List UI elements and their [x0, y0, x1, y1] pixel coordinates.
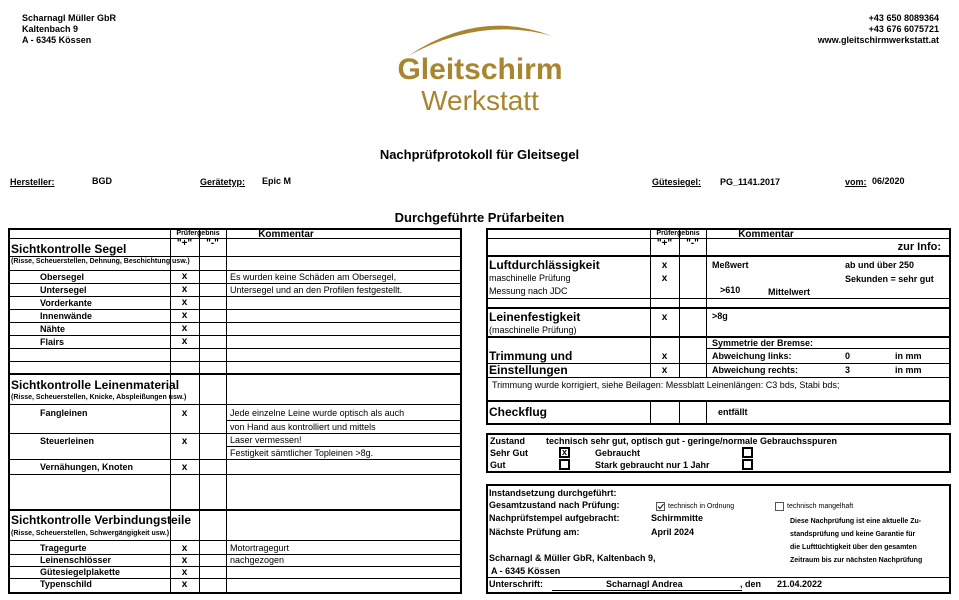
leinen-title: Sichtkontrolle Leinenmaterial — [11, 378, 180, 392]
right-header-plus: "+" — [656, 238, 673, 249]
segel-row-label: Nähte — [40, 324, 66, 334]
technisch-ok-checkbox[interactable] — [656, 502, 665, 511]
zustand-stark: Stark gebraucht nur 1 Jahr — [595, 460, 710, 470]
leinen-row-comment: von Hand aus kontrolliert und mittels — [230, 422, 376, 432]
trimmung-mark-1: x — [661, 351, 668, 362]
unterschrift-label: Unterschrift: — [489, 579, 544, 589]
luft-messwert: Meßwert — [712, 260, 749, 270]
document-title: Nachprüfprotokoll für Gleitsegel — [379, 147, 580, 162]
luft-sub-2: Messung nach JDC — [489, 286, 568, 296]
festigkeit-value: >8g — [712, 311, 728, 321]
verbindung-row-mark: x — [181, 567, 188, 578]
company-name: Scharnagl Müller GbR — [22, 13, 117, 23]
zustand-label: Zustand — [490, 436, 525, 446]
verbindung-title: Sichtkontrolle Verbindungsteile — [11, 513, 192, 527]
segel-row-comment: Es wurden keine Schäden am Obersegel, — [230, 272, 397, 282]
abweichung-links-label: Abweichung links: — [712, 351, 792, 361]
hersteller-value: BGD — [92, 176, 112, 186]
header-zur-info: zur Info: — [897, 241, 941, 253]
stempel-value: Schirmmitte — [651, 513, 704, 523]
segel-row-mark: x — [181, 310, 188, 321]
leinen-row-comment: Laser vermessen! — [230, 435, 302, 445]
naechste-pruefung-label: Nächste Prüfung am: — [489, 527, 580, 537]
zustand-sehr-gut: Sehr Gut — [490, 448, 529, 458]
header-plus: "+" — [176, 238, 193, 249]
sehr-gut-checkbox[interactable] — [559, 447, 570, 458]
signature-date: 21.04.2022 — [777, 579, 823, 589]
guetesiegel-value: PG_1141.2017 — [720, 177, 781, 187]
trimmung-symmetrie: Symmetrie der Bremse: — [712, 338, 814, 348]
segel-row-mark: x — [181, 336, 188, 347]
trimmung-title-2: Einstellungen — [489, 363, 568, 377]
leinen-row-label: Fangleinen — [40, 408, 88, 418]
disclaimer — [790, 515, 922, 567]
verbindung-row-label: Gütesiegelplakette — [40, 567, 121, 577]
segel-title: Sichtkontrolle Segel — [11, 242, 127, 256]
sehr-gut-mark: x — [562, 447, 568, 457]
zustand-gut: Gut — [490, 460, 506, 470]
phone-2: +43 676 6075721 — [868, 24, 939, 34]
segel-sub: (Risse, Scheuerstellen, Dehnung, Beschichtung usw.) — [11, 258, 190, 265]
leinen-row-comment: Jede einzelne Leine wurde optisch als auch — [230, 408, 405, 418]
gesamtzustand-label: Gesamtzustand nach Prüfung: — [489, 500, 620, 510]
segel-row-label: Untersegel — [40, 285, 87, 295]
segel-row-mark: x — [181, 284, 188, 295]
festigkeit-mark: x — [661, 312, 668, 323]
abweichung-rechts-unit: in mm — [895, 365, 922, 375]
abweichung-links-unit: in mm — [895, 351, 922, 361]
luft-mark-1: x — [661, 260, 668, 271]
right-header-minus: "-" — [686, 238, 699, 249]
verbindung-row-label: Leinenschlösser — [40, 555, 112, 565]
abweichung-links-value: 0 — [845, 351, 851, 361]
disclaimer-line: Zeitraum bis zur nächsten Nachprüfung — [790, 557, 923, 564]
segel-row-label: Obersegel — [40, 272, 85, 282]
disclaimer-line: die Lufttüchtigkeit über den gesamten — [790, 544, 917, 551]
geraetetyp-label: Gerätetyp: — [200, 177, 246, 187]
luft-mark-2: x — [661, 273, 668, 284]
leinen-row-comment: Festigkeit sämtlicher Topleinen >8g. — [230, 448, 374, 458]
check-icon — [657, 503, 664, 510]
leinen-row-mark: x — [181, 408, 188, 419]
option-technisch-ok: technisch in Ordnung — [668, 503, 735, 510]
company-contact — [818, 13, 939, 46]
header-kommentar: Kommentar — [258, 229, 314, 240]
option-technisch-mangelhaft: technisch mangelhaft — [787, 503, 854, 510]
segel-row-comment: Untersegel und an den Profilen festgestellt. — [230, 285, 403, 295]
instand-line-1: Instandsetzung durchgeführt: — [489, 488, 617, 498]
address-line-1: Scharnagl & Müller GbR, Kaltenbach 9, — [489, 553, 656, 563]
leinen-sub: (Risse, Scheuerstellen, Knicke, Abspleißungen usw.) — [11, 394, 187, 401]
stark-checkbox[interactable] — [742, 459, 753, 470]
stempel-label: Nachprüfstempel aufgebracht: — [489, 513, 620, 523]
luft-title: Luftdurchlässigkeit — [489, 258, 600, 272]
section-title: Durchgeführte Prüfarbeiten — [394, 210, 565, 225]
vom-value: 06/2020 — [872, 176, 905, 186]
segel-row-label: Vorderkante — [40, 298, 92, 308]
leinen-row-label: Steuerleinen — [40, 436, 95, 446]
verbindung-sub: (Risse, Scheuerstellen, Schwergängigkeit usw.) — [11, 530, 170, 537]
leinen-row-label: Vernähungen, Knoten — [40, 462, 134, 472]
right-header-pruefergebnis: Prüfergebnis — [656, 230, 700, 237]
checkflug-value: entfällt — [718, 407, 748, 417]
guetesiegel-label: Gütesiegel: — [652, 177, 702, 187]
segel-row-mark: x — [181, 271, 188, 282]
zustand-gebraucht: Gebraucht — [595, 448, 641, 458]
logo — [370, 10, 590, 120]
trimmung-title-1: Trimmung und — [489, 349, 573, 363]
right-header-kommentar: Kommentar — [738, 229, 794, 240]
festigkeit-title: Leinenfestigkeit — [489, 310, 581, 324]
gut-checkbox[interactable] — [559, 459, 570, 470]
abweichung-rechts-value: 3 — [845, 365, 851, 375]
verbindung-row-mark: x — [181, 555, 188, 566]
verbindung-row-mark: x — [181, 579, 188, 590]
vom-label: vom: — [845, 177, 867, 187]
luft-ab: ab und über 250 — [845, 260, 915, 270]
festigkeit-sub: (maschinelle Prüfung) — [489, 325, 577, 335]
segel-row-label: Flairs — [40, 337, 65, 347]
verbindung-row-label: Tragegurte — [40, 543, 87, 553]
company-street: Kaltenbach 9 — [22, 24, 79, 34]
verbindung-row-label: Typenschild — [40, 579, 92, 589]
zustand-text: technisch sehr gut, optisch gut - geringe/normale Gebrauchsspuren — [546, 436, 838, 446]
gebraucht-checkbox[interactable] — [742, 447, 753, 458]
segel-row-mark: x — [181, 297, 188, 308]
luft-sub-1: maschinelle Prüfung — [489, 273, 571, 283]
leinen-row-mark: x — [181, 462, 188, 473]
segel-row-mark: x — [181, 323, 188, 334]
technisch-mangelhaft-checkbox[interactable] — [775, 502, 784, 511]
segel-row-label: Innenwände — [40, 311, 93, 321]
logo-line-2: Werkstatt — [421, 85, 539, 116]
header-minus: "-" — [206, 238, 219, 249]
header-pruefergebnis: Prüfergebnis — [176, 230, 220, 237]
company-city: A - 6345 Kössen — [22, 35, 92, 45]
disclaimer-line: Diese Nachprüfung ist eine aktuelle Zu- — [790, 518, 922, 525]
luft-value: >610 — [720, 285, 741, 295]
den-label: , den — [740, 579, 762, 589]
disclaimer-line: standsprüfung und keine Garantie für — [790, 531, 916, 538]
naechste-pruefung-value: April 2024 — [651, 527, 695, 537]
address-line-2: A - 6345 Kössen — [491, 566, 561, 576]
company-address — [22, 13, 116, 46]
website: www.gleitschirmwerkstatt.at — [817, 35, 939, 45]
unterschrift-name: Scharnagl Andrea — [606, 579, 683, 589]
luft-sekunden: Sekunden = sehr gut — [845, 274, 934, 284]
trimmung-note: Trimmung wurde korrigiert, siehe Beilagen: Messblatt Leinenlängen: C3 bds, Stabi bds; — [492, 380, 840, 390]
phone-1: +43 650 8089364 — [868, 13, 939, 23]
leinen-row-mark: x — [181, 436, 188, 447]
verbindung-row-comment: Motortragegurt — [230, 543, 290, 553]
trimmung-mark-2: x — [661, 365, 668, 376]
abweichung-rechts-label: Abweichung rechts: — [712, 365, 799, 375]
verbindung-row-comment: nachgezogen — [230, 555, 285, 565]
logo-line-1: Gleitschirm — [397, 53, 563, 86]
hersteller-label: Hersteller: — [10, 177, 55, 187]
geraetetyp-value: Epic M — [262, 176, 292, 186]
checkflug-title: Checkflug — [489, 405, 548, 419]
luft-mittelwert: Mittelwert — [768, 287, 811, 297]
verbindung-row-mark: x — [181, 543, 188, 554]
